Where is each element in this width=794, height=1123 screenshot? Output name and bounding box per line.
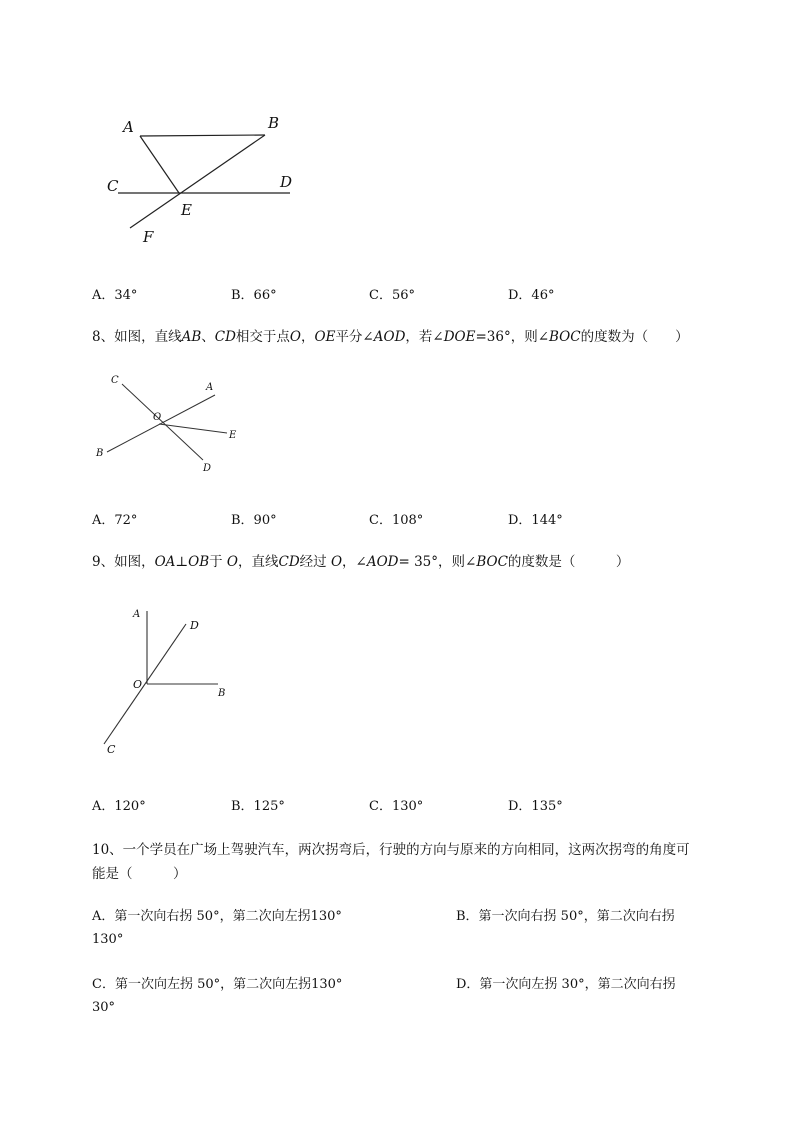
label-b: B bbox=[218, 688, 226, 699]
q10-stem-line1: 10、一个学员在广场上驾驶汽车，两次拐弯后，行驶的方向与原来的方向相同，这两次拐弯的角度可 bbox=[92, 842, 690, 858]
line-ab bbox=[107, 395, 215, 452]
label-a: A bbox=[123, 118, 134, 136]
q8-option-c: C．108° bbox=[369, 513, 424, 528]
q8-option-d: D．144° bbox=[508, 513, 563, 528]
segment-ae bbox=[140, 136, 179, 193]
q10-option-b-line1: B．第一次向右拐 50°，第二次向右拐 bbox=[456, 909, 675, 924]
figure-q9 bbox=[95, 598, 245, 758]
q9-option-c: C．130° bbox=[369, 799, 424, 814]
q9-option-d: D．135° bbox=[508, 799, 563, 814]
q10-option-d-line2: 30° bbox=[92, 1000, 116, 1015]
label-o: O bbox=[133, 678, 143, 691]
label-d: D bbox=[280, 173, 293, 191]
label-o: O bbox=[153, 412, 162, 423]
q7-option-c: C．56° bbox=[369, 288, 415, 303]
segment-ab bbox=[140, 135, 265, 136]
figure-q7 bbox=[100, 110, 310, 250]
line-bf bbox=[130, 135, 265, 228]
label-c: C bbox=[111, 375, 119, 386]
label-c: C bbox=[107, 743, 116, 756]
q7-option-a: A．34° bbox=[92, 288, 138, 303]
q7-option-d: D．46° bbox=[508, 288, 555, 303]
q9-option-a: A．120° bbox=[92, 799, 146, 814]
q7-option-b: B．66° bbox=[231, 288, 277, 303]
q8-option-a: A．72° bbox=[92, 513, 138, 528]
label-d: D bbox=[190, 619, 199, 632]
label-b: B bbox=[96, 448, 104, 459]
q8-option-b: B．90° bbox=[231, 513, 277, 528]
q8-stem: 8、如图，直线AB、CD相交于点O，OE平分∠AOD，若∠DOE=36°，则∠BOC的度数为（ ） bbox=[92, 329, 689, 345]
label-e: E bbox=[229, 430, 237, 441]
label-a: A bbox=[206, 382, 214, 393]
label-a: A bbox=[133, 609, 141, 620]
q10-option-d-line1: D．第一次向左拐 30°，第二次向右拐 bbox=[456, 977, 676, 992]
figure-q8 bbox=[90, 368, 250, 478]
q9-option-b: B．125° bbox=[231, 799, 285, 814]
q10-stem-line2: 能是（ ） bbox=[92, 866, 187, 882]
line-cd bbox=[122, 384, 203, 460]
q10-option-c: C．第一次向左拐 50°，第二次向左拐130° bbox=[92, 977, 343, 992]
label-d: D bbox=[203, 463, 212, 474]
label-b: B bbox=[268, 114, 280, 132]
label-f: F bbox=[143, 228, 154, 246]
q10-option-a: A．第一次向右拐 50°，第二次向左拐130° bbox=[92, 909, 342, 924]
q10-option-b-line2: 130° bbox=[92, 932, 124, 947]
label-c: C bbox=[107, 177, 119, 195]
label-e: E bbox=[181, 201, 192, 219]
q9-stem: 9、如图，OA⊥OB于 O，直线CD经过 O，∠AOD= 35°，则∠BOC的度数是（ ） bbox=[92, 554, 630, 570]
